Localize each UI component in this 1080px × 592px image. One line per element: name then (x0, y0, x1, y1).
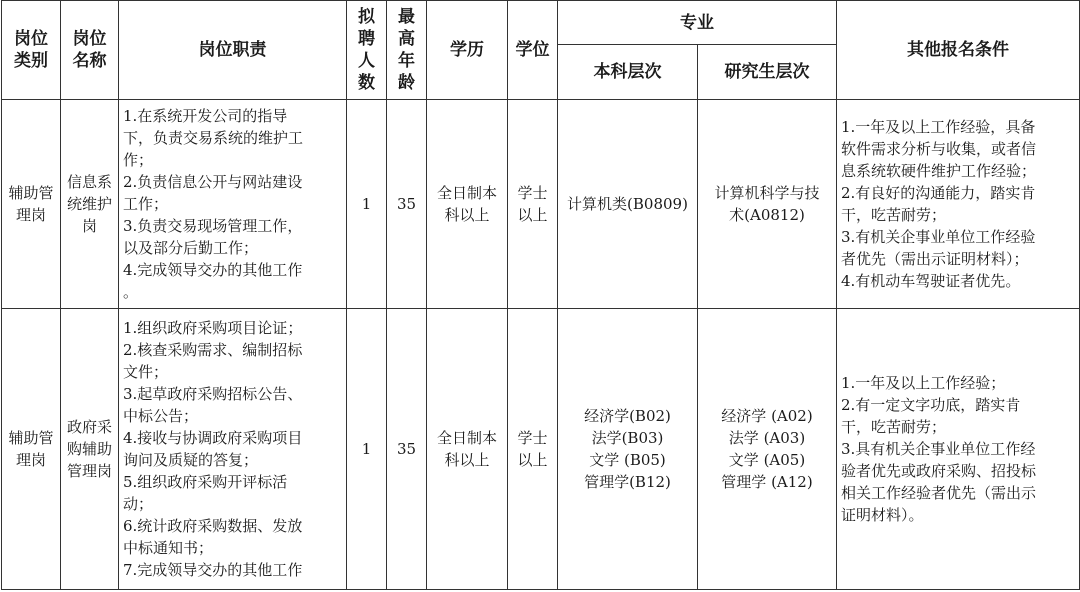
row-category: 辅助管 理岗 (2, 100, 61, 309)
row-category: 辅助管 理岗 (2, 309, 61, 590)
row-duties: 1.在系统开发公司的指导 下，负责交易系统的维护工 作； 2.负责信息公开与网站建设 工作； 3.负责交易现场管理工作， 以及部分后勤工作； 4.完成领导交办的其他工作 。 (119, 100, 347, 309)
header-degree: 学位 (508, 1, 558, 100)
row-education: 全日制本 科以上 (427, 100, 508, 309)
header-category: 岗位 类别 (2, 1, 61, 100)
row-undergrad-major: 计算机类(B0809) (558, 100, 698, 309)
header-graduate: 研究生层次 (698, 45, 837, 100)
row-count: 1 (347, 100, 387, 309)
row-duties: 1.组织政府采购项目论证； 2.核查采购需求、编制招标 文件； 3.起草政府采购招标公告、 中标公告； 4.接收与协调政府采购项目 询问及质疑的答复； 5.组织政府采购开评标活 动； 6.统计政府采购数据、发放 中标通知书； 7.完成领导交办的其他工作 (119, 309, 347, 590)
header-count: 拟 聘 人 数 (347, 1, 387, 100)
table-row (2, 100, 1080, 309)
row-count: 1 (347, 309, 387, 590)
header-name: 岗位 名称 (61, 1, 119, 100)
row-max-age: 35 (387, 100, 427, 309)
header-major: 专业 (558, 1, 837, 45)
header-other: 其他报名条件 (837, 1, 1080, 100)
header-max-age: 最 高 年 龄 (387, 1, 427, 100)
table-row (2, 309, 1080, 590)
recruitment-table (1, 0, 1080, 590)
header-education: 学历 (427, 1, 508, 100)
header-undergrad: 本科层次 (558, 45, 698, 100)
row-position-name: 信息系 统维护 岗 (61, 100, 119, 309)
row-graduate-major: 经济学 (A02) 法学 (A03) 文学 (A05) 管理学 (A12) (698, 309, 837, 590)
row-other-requirements: 1.一年及以上工作经验； 2.有一定文字功底，踏实肯 干，吃苦耐劳； 3.具有机关企事业单位工作经 验者优先或政府采购、招投标 相关工作经验者优先（需出示 证明材料）。 (837, 309, 1080, 590)
row-other-requirements: 1.一年及以上工作经验，具备 软件需求分析与收集，或者信 息系统软硬件维护工作经验； 2.有良好的沟通能力，踏实肯 干，吃苦耐劳； 3.有机关企事业单位工作经验 者优先（需出示证明材料）； 4.有机动车驾驶证者优先。 (837, 100, 1080, 309)
row-degree: 学士 以上 (508, 100, 558, 309)
row-degree: 学士 以上 (508, 309, 558, 590)
row-position-name: 政府采 购辅助 管理岗 (61, 309, 119, 590)
row-education: 全日制本 科以上 (427, 309, 508, 590)
header-duties: 岗位职责 (119, 1, 347, 100)
row-max-age: 35 (387, 309, 427, 590)
row-undergrad-major: 经济学(B02) 法学(B03) 文学 (B05) 管理学(B12) (558, 309, 698, 590)
row-graduate-major: 计算机科学与技 术(A0812) (698, 100, 837, 309)
